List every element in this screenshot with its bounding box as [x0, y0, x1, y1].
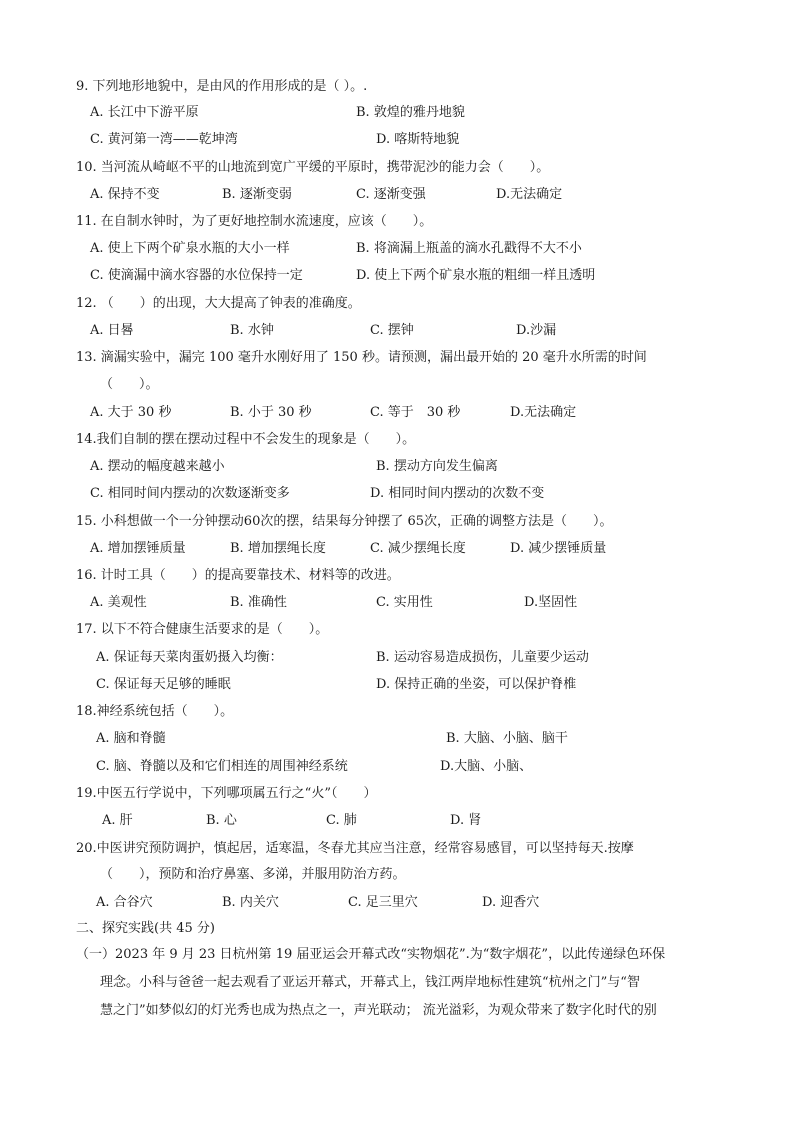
question-12-option-d: D.沙漏 [516, 323, 557, 338]
question-20-option-d: D. 迎香穴 [482, 895, 540, 910]
section-2-paragraph-line-3: 慧之门”如梦似幻的灯光秀也成为热点之一，声光联动； 流光溢彩，为观众带来了数字化时代的别 [100, 1003, 657, 1018]
question-20-option-b: B. 内关穴 [222, 895, 279, 910]
question-18-stem: 18.神经系统包括（ ）。 [76, 704, 234, 719]
question-13-option-b: B. 小于 30 秒 [230, 405, 312, 420]
question-20-option-a: A. 合谷穴 [96, 895, 153, 910]
question-13-option-a: A. 大于 30 秒 [90, 405, 172, 420]
question-16-option-b: B. 准确性 [230, 595, 287, 610]
question-20-option-c: C. 足三里穴 [348, 895, 418, 910]
question-14-option-d: D. 相同时间内摆动的次数不变 [370, 486, 545, 501]
question-19-stem: 19.中医五行学说中，下列哪项属五行之“火”（ ） [76, 786, 377, 801]
question-10-option-b: B. 逐渐变弱 [222, 187, 292, 202]
question-9-option-c: C. 黄河第一湾——乾坤湾 [90, 132, 238, 147]
section-2-paragraph-line-1: （一）2023 年 9 月 23 日杭州第 19 届亚运会开幕式改“实物烟花”.为“数字烟花”，以此传递绿色环保 [76, 947, 666, 962]
question-9-option-a: A. 长江中下游平原 [90, 105, 199, 120]
question-13-stem: 13. 滴漏实验中，漏完 100 毫升水刚好用了 150 秒。请预测，漏出最开始的 20 毫升水所需的时间 [76, 350, 647, 365]
question-13-option-d: D.无法确定 [510, 405, 577, 420]
question-15-option-d: D. 减少摆锤质量 [510, 541, 607, 556]
question-19-option-d: D. 肾 [450, 813, 482, 828]
question-10-option-c: C. 逐渐变强 [356, 187, 426, 202]
question-11-option-d: D. 使上下两个矿泉水瓶的粗细一样且透明 [356, 268, 596, 283]
question-17-option-a: A. 保证每天菜肉蛋奶摄入均衡： [96, 650, 283, 665]
question-10-option-a: A. 保持不变 [90, 187, 160, 202]
question-19-option-c: C. 肺 [326, 813, 357, 828]
question-18-option-c: C. 脑、脊髓以及和它们相连的周围神经系统 [96, 759, 348, 774]
question-9-option-b: B. 敦煌的雅丹地貌 [356, 105, 465, 120]
question-9-option-d: D. 喀斯特地貌 [376, 132, 460, 147]
question-17-option-d: D. 保持正确的坐姿，可以保护脊椎 [376, 677, 577, 692]
question-10-option-d: D.无法确定 [496, 187, 563, 202]
question-14-option-b: B. 摆动方向发生偏离 [376, 459, 498, 474]
question-20-stem: 20.中医讲究预防调护，慎起居，适寒温，冬春尤其应当注意，经常容易感冒，可以坚持每天.按摩 [76, 841, 634, 856]
question-11-option-c: C. 使滴漏中滴水容器的水位保持一定 [90, 268, 303, 283]
question-14-option-c: C. 相同时间内摆动的次数逐渐变多 [90, 486, 290, 501]
question-16-stem: 16. 计时工具（ ）的提高要靠技术、材料等的改进。 [76, 568, 400, 583]
section-2-paragraph-line-2: 理念。小科与爸爸一起去观看了亚运开幕式，开幕式上，钱江两岸地标性建筑“杭州之门”与“智 [100, 975, 640, 990]
section-2-heading: 二、探究实践(共 45 分) [76, 921, 215, 936]
question-19-option-b: B. 心 [206, 813, 237, 828]
question-17-option-b: B. 运动容易造成损伤，儿童要少运动 [376, 650, 589, 665]
question-12-option-a: A. 日晷 [90, 323, 134, 338]
question-14-stem: 14.我们自制的摆在摆动过程中不会发生的现象是（ ）。 [76, 432, 416, 447]
question-15-option-c: C. 减少摆绳长度 [370, 541, 466, 556]
question-12-option-b: B. 水钟 [230, 323, 274, 338]
question-11-stem: 11. 在自制水钟时，为了更好地控制水流速度，应该（ ）。 [76, 214, 433, 229]
question-17-stem: 17. 以下不符合健康生活要求的是（ ）。 [76, 622, 329, 637]
question-16-option-a: A. 美观性 [90, 595, 147, 610]
question-16-option-d: D.坚固性 [524, 595, 578, 610]
question-12-option-c: C. 摆钟 [370, 323, 414, 338]
question-9-stem: 9. 下列地形地貌中，是由风的作用形成的是（ ）。. [76, 79, 368, 94]
question-20-stem-continued: （ ），预防和治疗鼻塞、多涕，并服用防治方药。 [100, 867, 406, 882]
question-13-option-c: C. 等于 30 秒 [370, 405, 461, 420]
question-15-stem: 15. 小科想做一个一分钟摆动60次的摆，结果每分钟摆了 65次，正确的调整方法是（ ）。 [76, 514, 613, 529]
question-17-option-c: C. 保证每天足够的睡眠 [96, 677, 231, 692]
question-16-option-c: C. 实用性 [376, 595, 433, 610]
question-14-option-a: A. 摆动的幅度越来越小 [90, 459, 225, 474]
question-18-option-d: D.大脑、小脑、 [440, 759, 533, 774]
question-10-stem: 10. 当河流从崎岖不平的山地流到宽广平缓的平原时，携带泥沙的能力会（ ）。 [76, 160, 550, 175]
question-18-option-a: A. 脑和脊髓 [96, 731, 166, 746]
question-12-stem: 12. （ ）的出现，大大提高了钟表的准确度。 [76, 296, 361, 311]
question-15-option-b: B. 增加摆绳长度 [230, 541, 326, 556]
question-11-option-a: A. 使上下两个矿泉水瓶的大小一样 [90, 241, 290, 256]
question-19-option-a: A. 肝 [102, 813, 133, 828]
question-15-option-a: A. 增加摆锤质量 [90, 541, 186, 556]
question-13-stem-continued: （ ）。 [100, 377, 159, 392]
question-11-option-b: B. 将滴漏上瓶盖的滴水孔戳得不大不小 [356, 241, 582, 256]
question-18-option-b: B. 大脑、小脑、脑干 [446, 731, 568, 746]
